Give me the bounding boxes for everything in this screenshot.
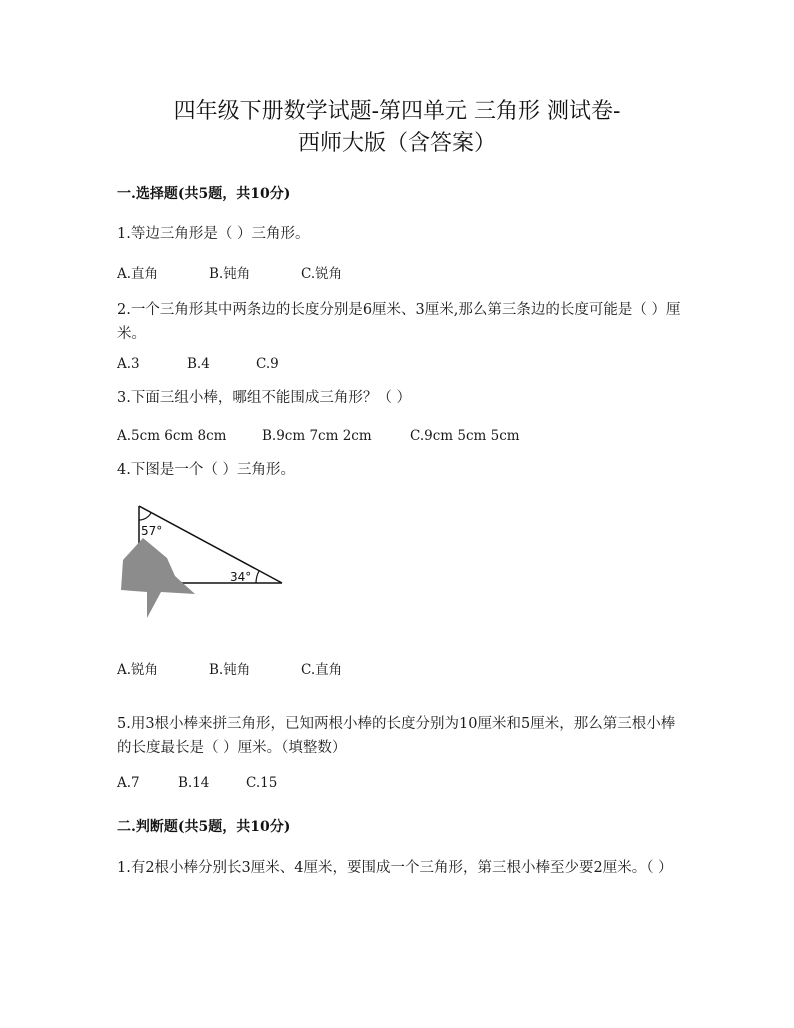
angle-label-top: 57° bbox=[141, 524, 163, 538]
question-3-options bbox=[117, 428, 520, 444]
question-2-option-c[interactable]: C.9 bbox=[256, 356, 279, 372]
triangle-figure bbox=[117, 500, 287, 625]
question-2-text: 2.一个三角形其中两条边的长度分别是6厘米、3厘米,那么第三条边的长度可能是（ ）厘米。 bbox=[117, 302, 681, 342]
page-title-line-2: 西师大版（含答案） bbox=[297, 131, 496, 156]
question-3-text: 3.下面三组小棒，哪组不能围成三角形？（ ） bbox=[117, 390, 411, 406]
question-3-option-c[interactable]: C.9cm 5cm 5cm bbox=[410, 428, 520, 444]
torn-paper-shape bbox=[121, 538, 195, 618]
angle-label-right: 34° bbox=[230, 570, 252, 584]
question-5-option-c[interactable]: C.15 bbox=[246, 775, 278, 791]
question-3-option-b[interactable]: B.9cm 7cm 2cm bbox=[262, 428, 372, 444]
section-heading-judgement: 二.判断题(共5题，共10分) bbox=[117, 819, 291, 835]
question-1-option-c[interactable]: C.锐角 bbox=[301, 266, 343, 282]
question-1-text: 1.等边三角形是（ ）三角形。 bbox=[117, 226, 310, 242]
question-2-option-a[interactable]: A.3 bbox=[117, 356, 140, 372]
question-4-option-a[interactable]: A.锐角 bbox=[117, 662, 159, 678]
question-5-option-a[interactable]: A.7 bbox=[117, 775, 140, 791]
question-5-option-b[interactable]: B.14 bbox=[178, 775, 210, 791]
question-1-option-b[interactable]: B.钝角 bbox=[209, 266, 251, 282]
angle-arc-top bbox=[139, 513, 151, 520]
section-heading-choice: 一.选择题(共5题，共10分) bbox=[117, 186, 291, 202]
page-title-line-1: 四年级下册数学试题-第四单元 三角形 测试卷- bbox=[173, 99, 621, 124]
question-1-option-a[interactable]: A.直角 bbox=[117, 266, 159, 282]
question-2-option-b[interactable]: B.4 bbox=[187, 356, 210, 372]
question-4-options bbox=[117, 658, 342, 678]
question-5-text: 5.用3根小棒来拼三角形，已知两根小棒的长度分别为10厘米和5厘米，那么第三根小棒的长度最长是（ ）厘米。（填整数） bbox=[117, 716, 676, 756]
judgement-question-1-text: 1.有2根小棒分别长3厘米、4厘米，要围成一个三角形，第三根小棒至少要2厘米。（ ） bbox=[117, 860, 673, 876]
triangle-figure-svg bbox=[117, 500, 287, 625]
question-5-options bbox=[117, 775, 277, 791]
question-4-option-b[interactable]: B.钝角 bbox=[209, 662, 251, 678]
question-3-option-a[interactable]: A.5cm 6cm 8cm bbox=[117, 428, 227, 444]
question-2-options bbox=[117, 356, 279, 372]
question-1-options bbox=[117, 262, 342, 282]
question-4-option-c[interactable]: C.直角 bbox=[301, 662, 343, 678]
angle-arc-right bbox=[256, 571, 259, 583]
question-4-text: 4.下图是一个（ ）三角形。 bbox=[117, 462, 295, 478]
